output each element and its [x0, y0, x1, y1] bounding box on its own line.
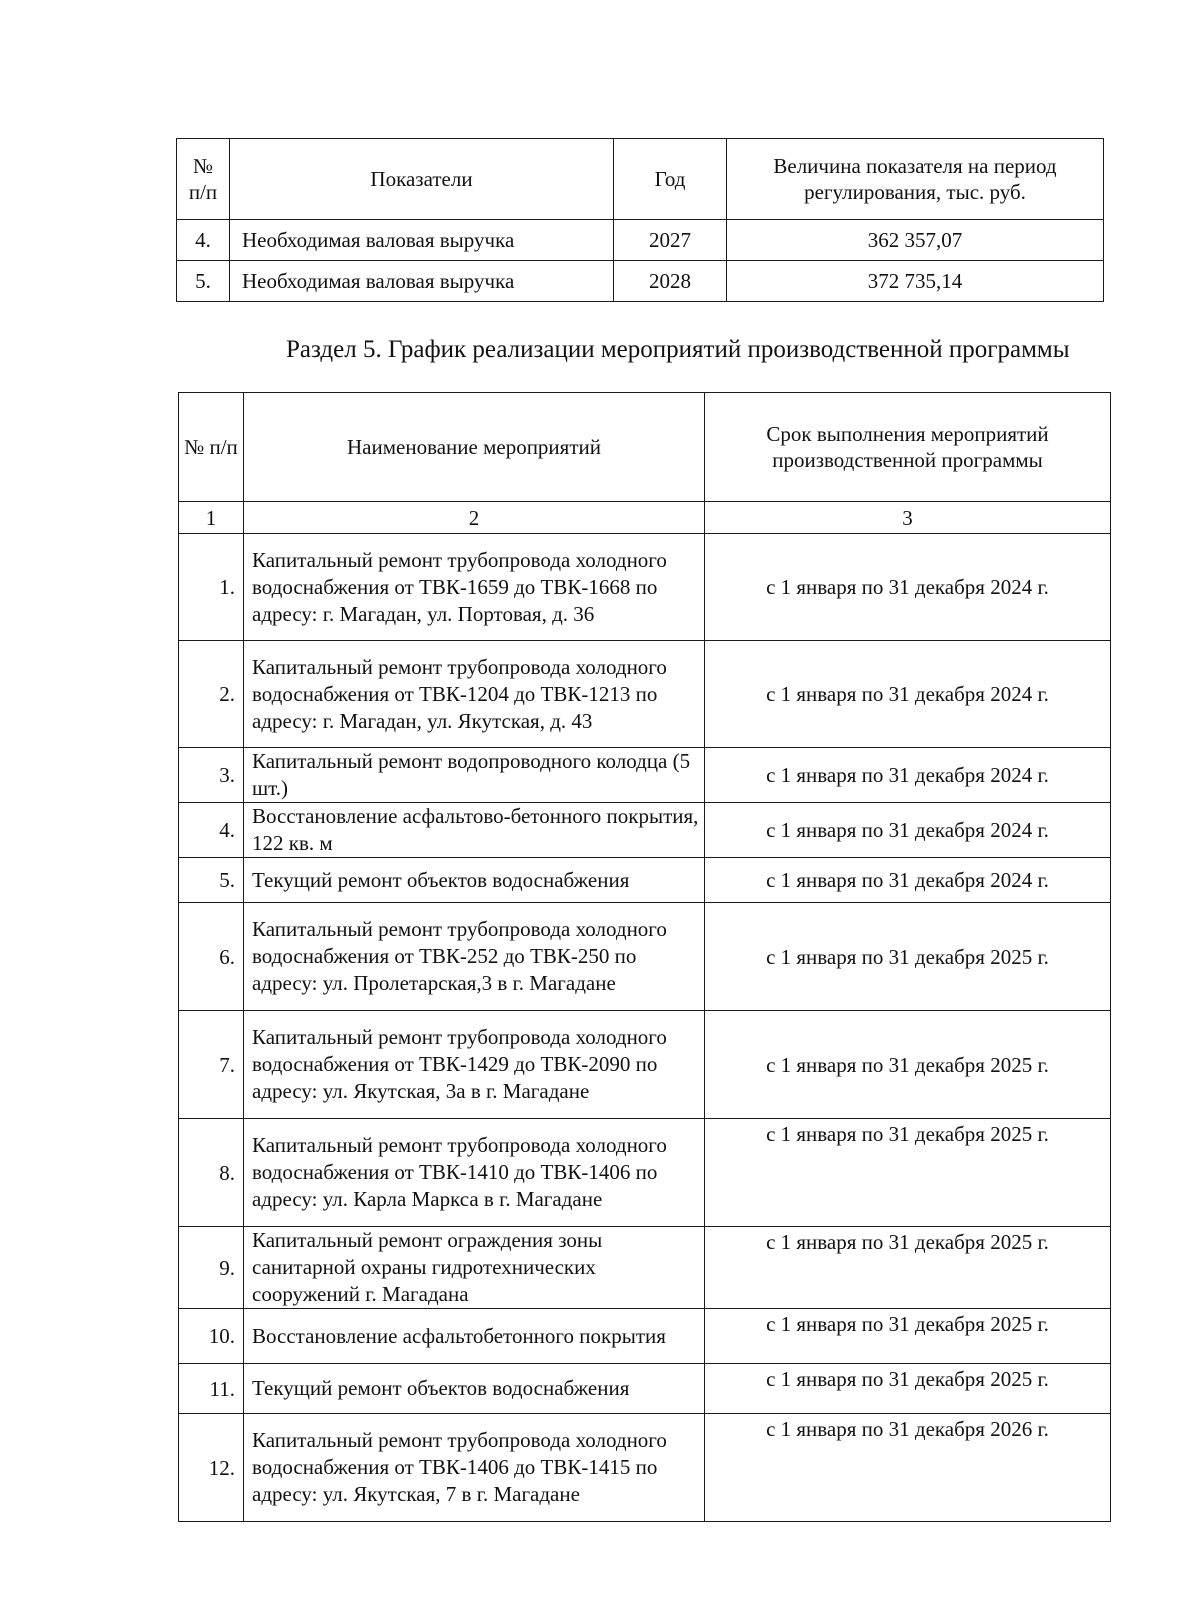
section-title: Раздел 5. График реализации мероприятий производственной программы: [286, 336, 1070, 363]
row-num: 1.: [179, 534, 244, 641]
row-num: 3.: [179, 748, 244, 803]
table-row: [179, 1227, 1111, 1309]
row-term: с 1 января по 31 декабря 2024 г.: [705, 641, 1111, 748]
row-name: Капитальный ремонт ограждения зоны санитарной охраны гидротехнических сооружений г. Магадана: [244, 1227, 705, 1309]
header-indicators: Показатели: [230, 139, 614, 220]
table-row: [179, 748, 1111, 803]
row-name: Капитальный ремонт трубопровода холодного водоснабжения от ТВК-1429 до ТВК-2090 по адресу: ул. Якутская, 3а в г. Магадане: [244, 1011, 705, 1119]
row-num: 9.: [179, 1227, 244, 1309]
row-year: 2028: [614, 261, 727, 302]
row-name: Капитальный ремонт трубопровода холодного водоснабжения от ТВК-1410 до ТВК-1406 по адресу: ул. Карла Маркса в г. Магадане: [244, 1119, 705, 1227]
row-num: 5.: [177, 261, 230, 302]
table-row: [179, 1414, 1111, 1522]
table-row: [179, 1011, 1111, 1119]
table-row: [179, 641, 1111, 748]
row-term: с 1 января по 31 декабря 2024 г.: [705, 748, 1111, 803]
table-row: [179, 1119, 1111, 1227]
header-term: Срок выполнения мероприятий производственной программы: [705, 393, 1111, 502]
row-name: Капитальный ремонт трубопровода холодного водоснабжения от ТВК-1204 до ТВК-1213 по адресу: г. Магадан, ул. Якутская, д. 43: [244, 641, 705, 748]
row-name: Необходимая валовая выручка: [230, 261, 614, 302]
column-index: 1: [179, 502, 244, 534]
table-row: [179, 803, 1111, 858]
row-term: с 1 января по 31 декабря 2025 г.: [705, 1011, 1111, 1119]
header-num: № п/п: [177, 139, 230, 220]
row-year: 2027: [614, 220, 727, 261]
header-name: Наименование мероприятий: [244, 393, 705, 502]
column-index: 2: [244, 502, 705, 534]
header-num: № п/п: [179, 393, 244, 502]
table-row: [177, 261, 1104, 302]
row-name: Капитальный ремонт трубопровода холодного водоснабжения от ТВК-1659 до ТВК-1668 по адресу: г. Магадан, ул. Портовая, д. 36: [244, 534, 705, 641]
row-num: 5.: [179, 858, 244, 903]
column-index-row: [179, 502, 1111, 534]
schedule-table-header: [179, 393, 1111, 502]
row-value: 362 357,07: [727, 220, 1104, 261]
table-row: [179, 1364, 1111, 1414]
table-row: [179, 858, 1111, 903]
row-num: 4.: [177, 220, 230, 261]
revenue-table: [176, 138, 1104, 302]
row-term: с 1 января по 31 декабря 2025 г.: [705, 1119, 1111, 1227]
row-num: 10.: [179, 1309, 244, 1364]
table-row: [179, 1309, 1111, 1364]
table-row: [179, 534, 1111, 641]
row-name: Капитальный ремонт водопроводного колодца (5 шт.): [244, 748, 705, 803]
row-value: 372 735,14: [727, 261, 1104, 302]
row-num: 6.: [179, 903, 244, 1011]
row-term: с 1 января по 31 декабря 2024 г.: [705, 534, 1111, 641]
table-row: [177, 220, 1104, 261]
header-value: Величина показателя на период регулирования, тыс. руб.: [727, 139, 1104, 220]
row-term: с 1 января по 31 декабря 2025 г.: [705, 1364, 1111, 1414]
row-num: 12.: [179, 1414, 244, 1522]
row-num: 7.: [179, 1011, 244, 1119]
row-name: Текущий ремонт объектов водоснабжения: [244, 1364, 705, 1414]
header-year: Год: [614, 139, 727, 220]
schedule-table: [178, 392, 1111, 1522]
row-term: с 1 января по 31 декабря 2024 г.: [705, 803, 1111, 858]
row-name: Восстановление асфальтобетонного покрытия: [244, 1309, 705, 1364]
row-term: с 1 января по 31 декабря 2026 г.: [705, 1414, 1111, 1522]
row-term: с 1 января по 31 декабря 2025 г.: [705, 1227, 1111, 1309]
row-num: 2.: [179, 641, 244, 748]
row-term: с 1 января по 31 декабря 2024 г.: [705, 858, 1111, 903]
row-term: с 1 января по 31 декабря 2025 г.: [705, 1309, 1111, 1364]
row-term: с 1 января по 31 декабря 2025 г.: [705, 903, 1111, 1011]
row-name: Капитальный ремонт трубопровода холодного водоснабжения от ТВК-252 до ТВК-250 по адресу: ул. Пролетарская,3 в г. Магадане: [244, 903, 705, 1011]
table-row: [179, 903, 1111, 1011]
column-index: 3: [705, 502, 1111, 534]
row-name: Необходимая валовая выручка: [230, 220, 614, 261]
row-name: Восстановление асфальтово-бетонного покрытия, 122 кв. м: [244, 803, 705, 858]
row-num: 4.: [179, 803, 244, 858]
row-name: Текущий ремонт объектов водоснабжения: [244, 858, 705, 903]
row-num: 11.: [179, 1364, 244, 1414]
revenue-table-header: [177, 139, 1104, 220]
row-num: 8.: [179, 1119, 244, 1227]
row-name: Капитальный ремонт трубопровода холодного водоснабжения от ТВК-1406 до ТВК-1415 по адресу: ул. Якутская, 7 в г. Магадане: [244, 1414, 705, 1522]
